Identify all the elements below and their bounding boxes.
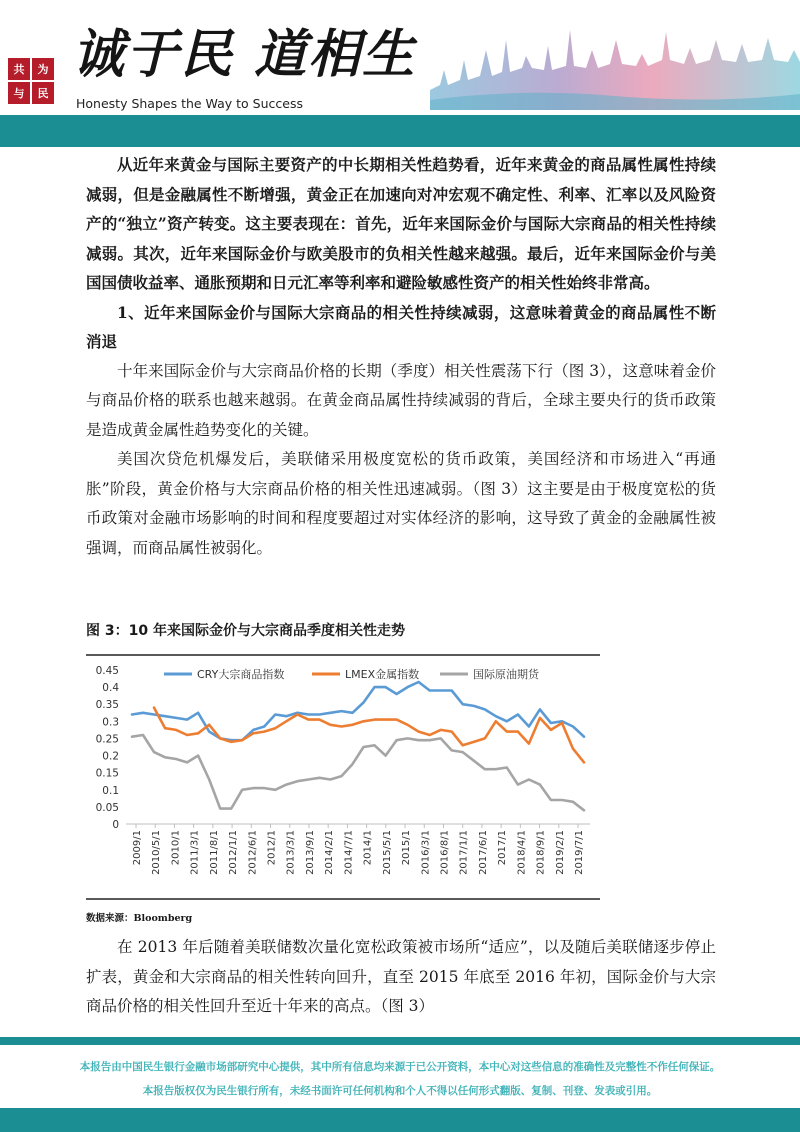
chart-svg — [86, 654, 600, 900]
y-tick-label: 0.4 — [102, 682, 119, 695]
x-tick-label: 2019/7/1 — [574, 830, 585, 875]
footer-divider — [0, 1037, 800, 1045]
legend-label: 国际原油期货 — [473, 668, 539, 681]
x-tick-label: 2019/2/1 — [554, 830, 566, 875]
x-tick-label: 2012/1 — [266, 830, 278, 866]
header-band — [0, 115, 800, 147]
figure-title: 图 3：10 年来国际金价与大宗商品季度相关性走势 — [86, 623, 405, 639]
x-tick-label: 2012/1/1 — [228, 830, 240, 875]
x-tick-label: 2018/4/1 — [516, 830, 528, 875]
y-tick-label: 0 — [112, 819, 119, 831]
x-tick-label: 2015/1 — [401, 830, 413, 866]
x-tick-label: 2017/6/1 — [477, 830, 489, 875]
slogan-chinese: 诚于民 道相生 — [72, 24, 417, 85]
report-body — [86, 150, 716, 563]
slogan-english: Honesty Shapes the Way to Success — [76, 96, 303, 111]
x-tick-label: 2009/1 — [132, 830, 143, 866]
paragraph: 十年来国际金价与大宗商品价格的长期（季度）相关性震荡下行（图 3），这意味着金价与商品价格的联系也越来越弱。在黄金商品属性持续减弱的背后，全球主要央行的货币政策是造成黄金属性趋势变化的关键。 — [86, 361, 716, 439]
legend-label: CRY大宗商品指数 — [197, 668, 285, 681]
report-body-continued — [86, 933, 716, 1022]
logo-cell: 为 — [32, 58, 54, 80]
x-tick-label: 2016/3/1 — [420, 830, 432, 875]
x-tick-label: 2018/9/1 — [535, 830, 547, 875]
x-tick-label: 2010/5/1 — [151, 830, 163, 875]
logo-cell: 与 — [8, 82, 30, 104]
x-tick-label: 2016/8/1 — [439, 830, 451, 875]
page-header — [0, 0, 800, 115]
legend-label: LMEX金属指数 — [345, 668, 420, 681]
bank-logo — [8, 58, 54, 104]
y-tick-label: 0.35 — [95, 699, 119, 712]
y-tick-label: 0.05 — [95, 801, 119, 814]
x-tick-label: 2017/1 — [497, 830, 509, 866]
y-tick-label: 0.2 — [102, 750, 119, 763]
y-tick-label: 0.15 — [95, 767, 119, 780]
x-tick-label: 2015/5/1 — [381, 830, 393, 875]
x-tick-label: 2011/8/1 — [208, 830, 220, 875]
paragraph: 美国次贷危机爆发后，美联储采用极度宽松的货币政策，美国经济和市场进入“再通胀”阶段，黄金价格与大宗商品价格的相关性迅速减弱。（图 3）这主要是由于极度宽松的货币政策对金融市场影响的时间和程度要超过对实体经济的影响，这导致了黄金的金融属性被强调，而商品属性被弱化。 — [86, 450, 716, 557]
x-tick-label: 2013/3/1 — [285, 830, 297, 875]
logo-cell: 民 — [32, 82, 54, 104]
x-tick-label: 2011/3/1 — [189, 830, 201, 875]
y-tick-label: 0.45 — [95, 665, 119, 677]
section-heading: 1、近年来国际金价与国际大宗商品的相关性持续减弱，这意味着黄金的商品属性不断消退 — [86, 302, 716, 351]
correlation-chart — [86, 654, 600, 900]
paragraph-summary: 从近年来黄金与国际主要资产的中长期相关性趋势看，近年来黄金的商品属性属性持续减弱，但是金融属性不断增强，黄金正在加速向对冲宏观不确定性、利率、汇率以及风险资产的“独立”资产转变。这主要表现在：首先，近年来国际金价与国际大宗商品的相关性持续减弱。其次，近年来国际金价与欧美股市的负相关性越来越强。最后，近年来国际金价与美国国债收益率、通胀预期和日元汇率等利率和避险敏感性资产的相关性始终非常高。 — [86, 155, 716, 292]
logo-cell: 共 — [8, 58, 30, 80]
x-tick-label: 2012/6/1 — [247, 830, 259, 875]
series-line — [132, 735, 584, 810]
footer-band — [0, 1108, 800, 1132]
footer-copyright: 本报告版权仅为民生银行所有，未经书面许可任何机构和个人不得以任何形式翻版、复制、刊登、发表或引用。 — [142, 1085, 658, 1097]
footer-disclaimer: 本报告由中国民生银行金融市场部研究中心提供，其中所有信息均来源于已公开资料，本中心对这些信息的准确性及完整性不作任何保证。 — [79, 1061, 721, 1073]
x-tick-label: 2014/2/1 — [324, 830, 336, 875]
x-tick-label: 2010/1 — [170, 830, 182, 866]
city-skyline-illustration — [430, 10, 800, 110]
y-tick-label: 0.1 — [102, 784, 119, 797]
paragraph: 在 2013 年后随着美联储数次量化宽松政策被市场所“适应”，以及随后美联储逐步停止扩表，黄金和大宗商品的相关性转向回升，直至 2015 年底至 2016 年初，国际金价与大宗商品价格的相关性回升至近十年来的高点。（图 3） — [86, 938, 716, 1015]
data-source: 数据来源：Bloomberg — [86, 913, 193, 924]
y-tick-label: 0.3 — [102, 716, 119, 729]
y-tick-label: 0.25 — [95, 733, 119, 746]
x-tick-label: 2014/1 — [362, 830, 374, 866]
x-tick-label: 2013/9/1 — [304, 830, 316, 875]
x-tick-label: 2014/7/1 — [343, 830, 355, 875]
x-tick-label: 2017/1/1 — [458, 830, 470, 875]
